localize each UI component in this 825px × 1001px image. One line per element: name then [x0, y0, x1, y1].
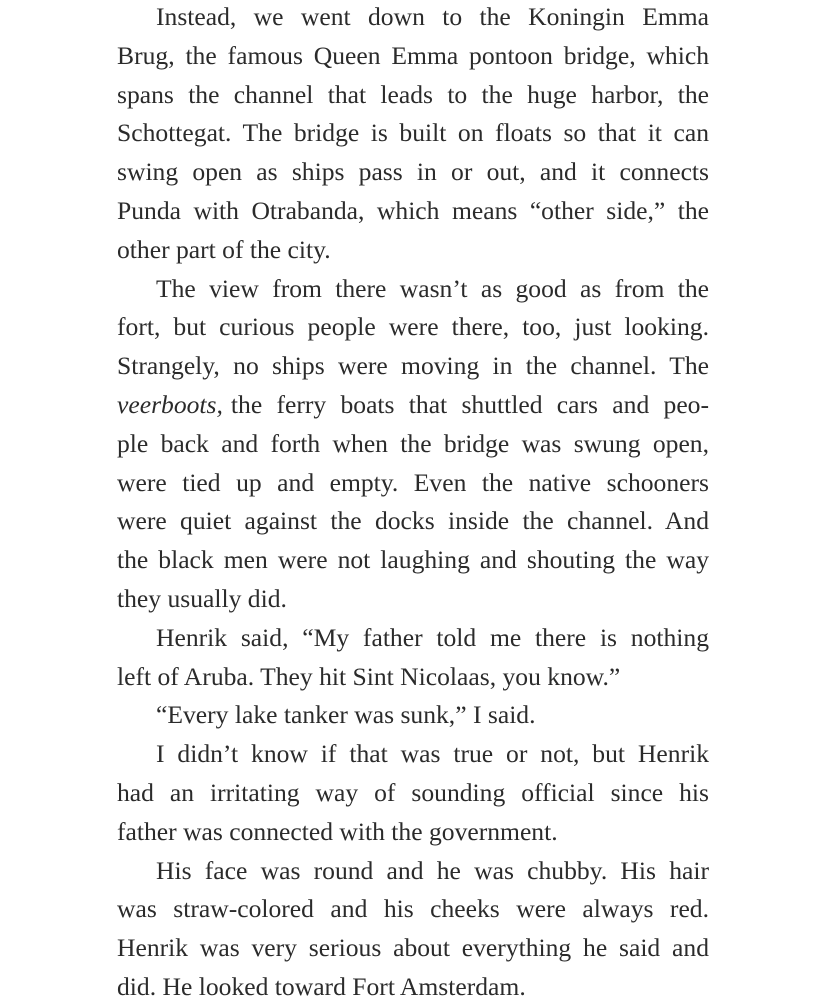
text-line: they usually did. — [117, 584, 287, 613]
text-line — [117, 392, 709, 418]
text-line-rest: the ferry boats that shuttled cars and peo- — [230, 390, 709, 419]
text-line: fort, but curious people were there, too, just looking. — [117, 312, 709, 341]
text-line: left of Aruba. They hit Sint Nicolaas, you know.” — [117, 662, 621, 691]
text-line: did. He looked toward Fort Amsterdam. — [117, 972, 526, 1001]
text-line: “Every lake tanker was sunk,” I said. — [156, 700, 536, 729]
text-line: Schottegat. The bridge is built on floats so that it can — [117, 118, 709, 147]
text-line: The view from there wasn’t as good as from the — [156, 274, 709, 303]
text-line: Henrik was very serious about everything he said and — [117, 933, 709, 962]
text-line: Strangely, no ships were moving in the channel. The — [117, 351, 709, 380]
text-line: spans the channel that leads to the huge harbor, the — [117, 80, 709, 109]
text-line: I didn’t know if that was true or not, but Henrik — [156, 739, 709, 768]
text-line: the black men were not laughing and shouting the way — [117, 545, 709, 574]
text-line: swing open as ships pass in or out, and it connects — [117, 157, 709, 186]
text-line: had an irritating way of sounding official since his — [117, 778, 709, 807]
text-line: was straw-colored and his cheeks were always red. — [117, 894, 709, 923]
italic-term: veerboots, — [117, 390, 223, 419]
text-line: were tied up and empty. Even the native schooners — [117, 468, 709, 497]
text-line: Instead, we went down to the Koningin Emma — [156, 2, 709, 31]
text-line: father was connected with the government. — [117, 817, 558, 846]
text-line: were quiet against the docks inside the channel. And — [117, 506, 709, 535]
text-line: other part of the city. — [117, 235, 331, 264]
text-line: Punda with Otrabanda, which means “other side,” the — [117, 196, 709, 225]
text-line: Brug, the famous Queen Emma pontoon bridge, which — [117, 41, 709, 70]
text-line: ple back and forth when the bridge was swung open, — [117, 429, 709, 458]
text-line: His face was round and he was chubby. His hair — [156, 856, 709, 885]
text-line: Henrik said, “My father told me there is nothing — [156, 623, 709, 652]
